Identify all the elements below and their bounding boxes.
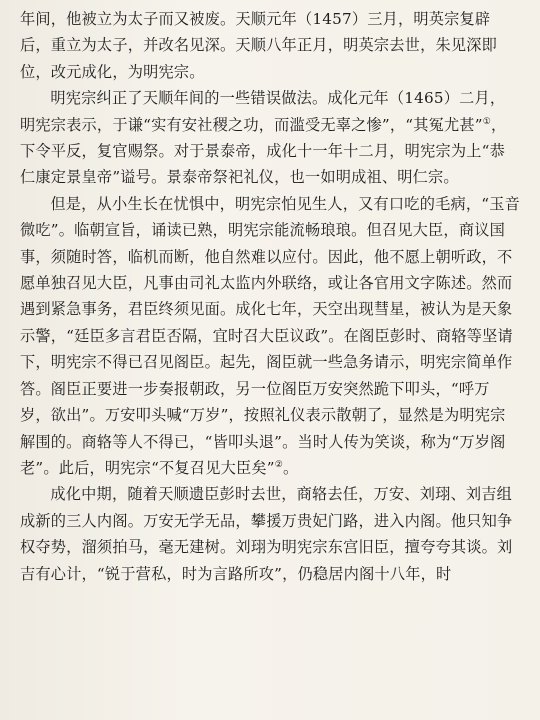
paragraph-3-text-a: 但是，从小生长在忧惧中，明宪宗怕见生人，又有口吃的毛病，“玉音微吃”。临朝宣旨，诵读已熟，明宪宗能流畅琅琅。但召见大臣，商议国事，须随时答，临机而断，他自然难以应付。因此，他不愿上朝听政，不愿单独召见大臣，凡事由司礼太监内外联络，或让各官用文字陈述。然而遇到紧急事务，君臣终须见面。成化七年，天空出现彗星，被认为是天象示警，“廷臣多言君臣否隔，宜时召大臣议政”。在阁臣彭时、商辂等坚请下，明宪宗不得已召见阁臣。起先，阁臣就一些急务请示，明宪宗简单作答。阁臣正要进一步奏报朝政，另一位阁臣万安突然跪下叩头，“呼万岁，欲出”。万安叩头喊“万岁”，按照礼仪表示散朝了，显然是为明宪宗解围的。商辂等人不得已，“皆叩头退”。当时人传为笑谈，称为“万岁阁老”。此后，明宪宗“不复召见大臣矣”	[20, 194, 520, 477]
paragraph-2-text-a: 明宪宗纠正了天顺年间的一些错误做法。成化元年（1465）二月，明宪宗表示，于谦“实有安社稷之功，而滥受无辜之惨”，“其冤尤甚”	[20, 89, 506, 134]
paragraph-1: 年间，他被立为太子而又被废。天顺元年（1457）三月，明英宗复辟后，重立为太子，并改名见深。天顺八年正月，明英宗去世，朱见深即位，改元成化，为明宪宗。	[20, 10, 498, 81]
paragraph-2-text-b: ，下令平反，复官赐祭。对于景泰帝，成化十一年十二月，明宪宗为上“恭仁康定景皇帝”谥号。景泰帝祭祀礼仪，也一如明成祖、明仁宗。	[20, 115, 507, 187]
body-text	[20, 6, 520, 587]
paragraph-4: 成化中期，随着天顺遗臣彭时去世，商辂去任，万安、刘珝、刘吉组成新的三人内阁。万安无学无品，攀援万贵妃门路，进入内阁。他只知争权夺势，溜须拍马，毫无建树。刘珝为明宪宗东宫旧臣，擅夸夸其谈。刘吉有心计，“锐于营私，时为言路所攻”，仍稳居内阁十八年，时	[20, 485, 513, 583]
paragraph-3-text-b: 。	[283, 458, 299, 477]
paragraph-2	[20, 85, 520, 191]
footnote-ref-2: ②	[274, 459, 283, 470]
footnote-ref-1: ①	[482, 116, 491, 127]
paragraph-3	[20, 191, 520, 481]
